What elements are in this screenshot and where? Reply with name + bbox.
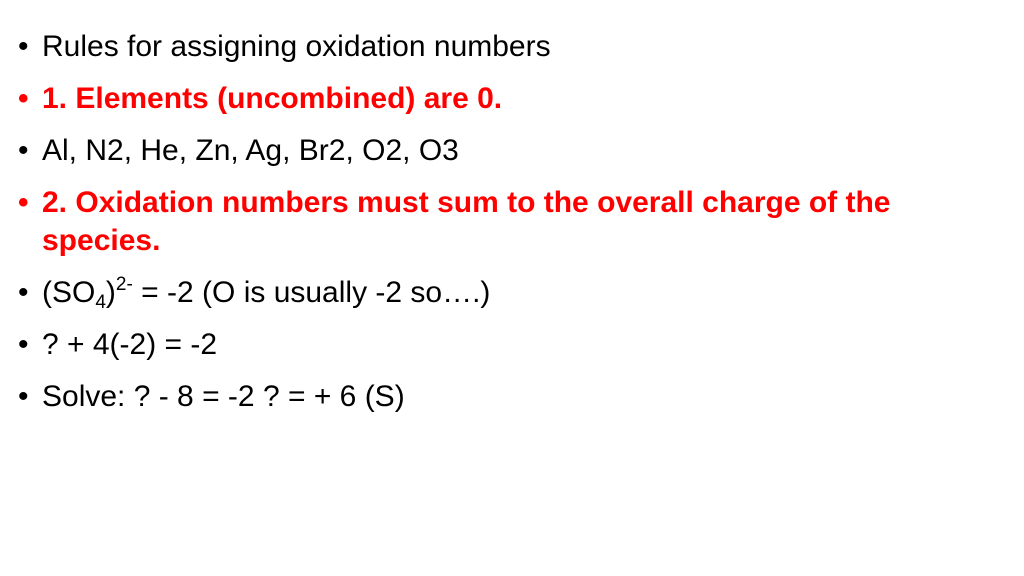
bullet-dot: • <box>18 328 29 361</box>
formula-open: (SO <box>42 276 96 309</box>
bullet-item-equation <box>18 326 978 364</box>
bullet-item-rules-heading <box>18 28 978 66</box>
bullet-text: 2. Oxidation numbers must sum to the overall charge of the species. <box>42 186 891 257</box>
bullet-dot: • <box>18 30 29 63</box>
bullet-dot: • <box>18 276 29 309</box>
formula-rest: = -2 (O is usually -2 so….) <box>132 276 491 309</box>
bullet-item-rule-2 <box>18 184 978 260</box>
bullet-dot: • <box>18 380 29 413</box>
bullet-dot: • <box>18 186 29 219</box>
formula-subscript: 4 <box>95 292 106 313</box>
bullet-dot: • <box>18 82 29 115</box>
bullet-item-rule-1 <box>18 80 978 118</box>
bullet-list <box>18 28 978 430</box>
bullet-text: 1. Elements (uncombined) are 0. <box>42 82 503 115</box>
formula-charge-superscript: 2- <box>115 274 133 295</box>
bullet-text: Rules for assigning oxidation numbers <box>42 30 551 63</box>
bullet-dot: • <box>18 134 29 167</box>
bullet-text: Al, N2, He, Zn, Ag, Br2, O2, O3 <box>42 134 459 167</box>
bullet-item-solve <box>18 378 978 416</box>
formula-close: ) <box>105 276 116 309</box>
bullet-text: Solve: ? - 8 = -2 ? = + 6 (S) <box>42 380 405 413</box>
bullet-text: ? + 4(-2) = -2 <box>42 328 218 361</box>
bullet-item-sulfate-example <box>18 274 978 312</box>
bullet-item-elements-examples <box>18 132 978 170</box>
